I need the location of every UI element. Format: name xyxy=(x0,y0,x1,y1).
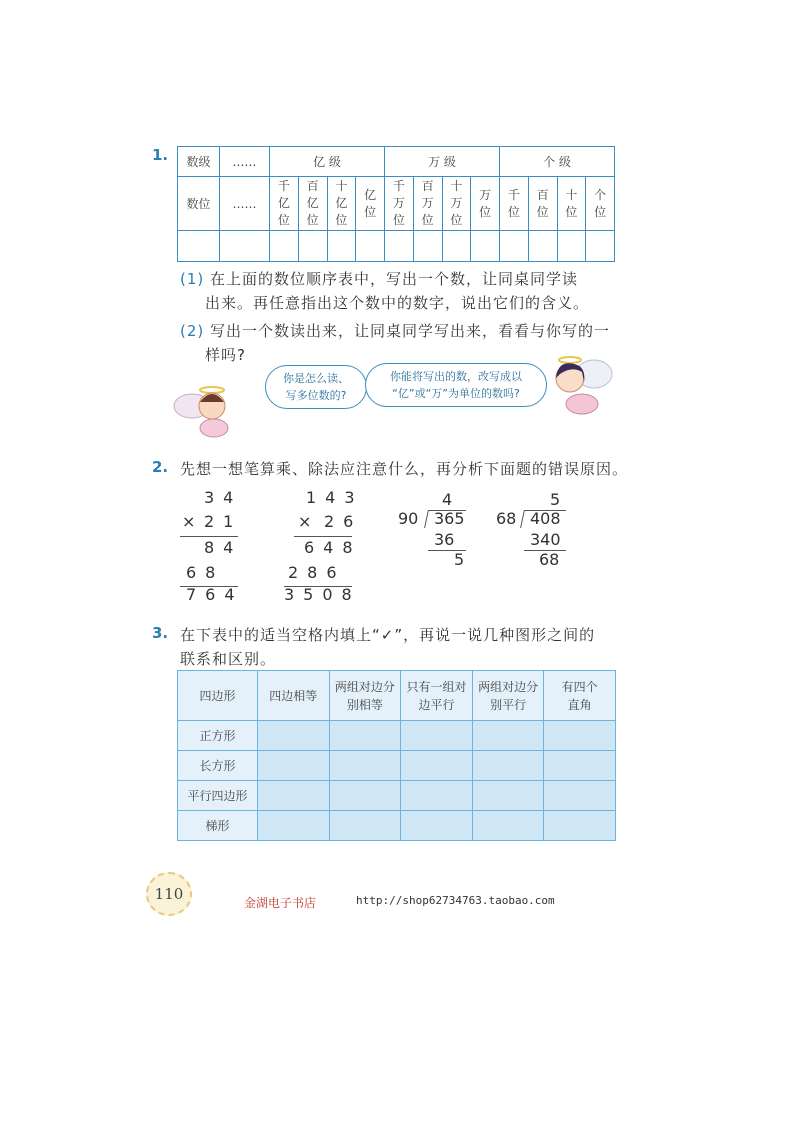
division-2 xyxy=(496,490,576,570)
d2-divisor: 68 xyxy=(496,509,517,528)
shapes-header-equal-sides: 四边相等 xyxy=(258,671,330,721)
shapes-cell[interactable] xyxy=(258,811,330,841)
question-3-number: 3. xyxy=(152,624,169,642)
d1-quotient: 4 xyxy=(442,490,453,509)
d1-remainder: 5 xyxy=(454,550,465,569)
pv-header-yi: 亿 级 xyxy=(270,147,385,177)
shapes-table xyxy=(177,670,616,841)
shapes-header-quadrilateral: 四边形 xyxy=(178,671,258,721)
m2-partial-2: 286 xyxy=(288,563,346,582)
pv-blank[interactable] xyxy=(557,231,586,262)
speech-bubble-right: 你能将写出的数，改写成以 “亿”或“万”为单位的数吗? xyxy=(365,363,547,407)
pv-blank[interactable] xyxy=(586,231,615,262)
angel-boy-illustration xyxy=(172,378,244,438)
pv-blank[interactable] xyxy=(270,231,299,262)
m1-line-1 xyxy=(180,536,238,537)
question-2-text: 先想一想笔算乘、除法应注意什么，再分析下面题的错误原因。 xyxy=(180,460,629,478)
m2-result: 3508 xyxy=(284,585,361,604)
shapes-cell[interactable] xyxy=(401,781,473,811)
m1-result: 764 xyxy=(186,585,244,604)
multiplication-2 xyxy=(284,486,364,606)
pv-blank[interactable] xyxy=(413,231,442,262)
shapes-cell[interactable] xyxy=(258,751,330,781)
shapes-cell[interactable] xyxy=(329,751,401,781)
page-number: 110 xyxy=(146,872,192,916)
shapes-cell[interactable] xyxy=(329,811,401,841)
footer-store: 金湖电子书店 xyxy=(244,896,317,910)
shapes-row-square: 正方形 xyxy=(178,721,258,751)
shapes-cell[interactable] xyxy=(472,781,544,811)
pv-blank[interactable] xyxy=(298,231,327,262)
shapes-row-rectangle: 长方形 xyxy=(178,751,258,781)
pv-place: 个位 xyxy=(586,177,615,231)
shapes-cell[interactable] xyxy=(401,721,473,751)
shapes-cell[interactable] xyxy=(472,811,544,841)
shapes-cell[interactable] xyxy=(401,751,473,781)
speech-bubble-left: 你是怎么读、 写多位数的? xyxy=(265,365,367,409)
pv-place: 千位 xyxy=(500,177,529,231)
pv-blank[interactable] xyxy=(385,231,414,262)
division-1 xyxy=(398,490,478,570)
pv-blank[interactable] xyxy=(528,231,557,262)
m1-b: 21 xyxy=(204,512,243,531)
pv-place: 亿位 xyxy=(356,177,385,231)
shapes-cell[interactable] xyxy=(401,811,473,841)
d2-remainder: 68 xyxy=(539,550,560,569)
shapes-cell[interactable] xyxy=(472,721,544,751)
pv-blank[interactable] xyxy=(178,231,220,262)
pv-place: 十位 xyxy=(557,177,586,231)
pv-blank[interactable] xyxy=(442,231,471,262)
question-2-number: 2. xyxy=(152,458,169,476)
pv-blank[interactable] xyxy=(500,231,529,262)
m2-line-1 xyxy=(294,536,352,537)
shapes-header-opposite-equal: 两组对边分别相等 xyxy=(329,671,401,721)
pv-place: 万位 xyxy=(471,177,500,231)
q1-sub1-label: (1) xyxy=(180,270,205,288)
pv-row-dots: …… xyxy=(220,177,270,231)
pv-place: 十万位 xyxy=(442,177,471,231)
pv-row-label: 数位 xyxy=(178,177,220,231)
pv-header-level: 数级 xyxy=(178,147,220,177)
d2-subtract: 340 xyxy=(530,530,561,549)
shapes-cell[interactable] xyxy=(258,721,330,751)
q1-sub1-line1: (1) 在上面的数位顺序表中，写出一个数，让同桌同学读 xyxy=(180,270,579,288)
m1-operator: × xyxy=(182,512,196,531)
pv-header-wan: 万 级 xyxy=(385,147,500,177)
shapes-cell[interactable] xyxy=(329,721,401,751)
q1-sub2-label: (2) xyxy=(180,322,205,340)
pv-header-ge: 个 级 xyxy=(500,147,615,177)
angel-girl-illustration xyxy=(544,352,616,418)
m2-b: 26 xyxy=(324,512,363,531)
shapes-cell[interactable] xyxy=(544,781,616,811)
pv-blank[interactable] xyxy=(471,231,500,262)
question-3-line2: 联系和区别。 xyxy=(180,650,277,668)
pv-place: 十亿位 xyxy=(327,177,356,231)
shapes-row-trapezoid: 梯形 xyxy=(178,811,258,841)
d1-divisor: 90 xyxy=(398,509,419,528)
m1-partial-2: 68 xyxy=(186,563,225,582)
shapes-header-two-pairs-parallel: 两组对边分别平行 xyxy=(472,671,544,721)
shapes-cell[interactable] xyxy=(544,811,616,841)
pv-place: 百亿位 xyxy=(298,177,327,231)
shapes-cell[interactable] xyxy=(544,751,616,781)
shapes-cell[interactable] xyxy=(258,781,330,811)
m2-operator: × xyxy=(298,512,312,531)
pv-place: 千万位 xyxy=(385,177,414,231)
m1-partial-1: 84 xyxy=(204,538,243,557)
d1-bracket-side xyxy=(424,510,429,528)
place-value-table xyxy=(177,146,615,262)
pv-blank[interactable] xyxy=(356,231,385,262)
pv-place: 百万位 xyxy=(413,177,442,231)
question-1-number: 1. xyxy=(152,146,169,164)
pv-place: 百位 xyxy=(528,177,557,231)
d2-dividend: 408 xyxy=(530,509,561,528)
m1-a: 34 xyxy=(204,488,243,507)
question-3-line1: 在下表中的适当空格内填上“✓”，再说一说几种图形之间的 xyxy=(180,626,596,644)
shapes-cell[interactable] xyxy=(544,721,616,751)
q1-sub2-line2: 样吗? xyxy=(205,346,246,364)
shapes-header-one-pair-parallel: 只有一组对边平行 xyxy=(401,671,473,721)
shapes-row-parallelogram: 平行四边形 xyxy=(178,781,258,811)
footer-url[interactable]: http://shop62734763.taobao.com xyxy=(356,894,555,907)
d1-subtract: 36 xyxy=(434,530,455,549)
d2-quotient: 5 xyxy=(550,490,561,509)
q1-sub2-line1: (2) 写出一个数读出来，让同桌同学写出来，看看与你写的一 xyxy=(180,322,611,340)
shapes-cell[interactable] xyxy=(472,751,544,781)
q1-sub1-line2: 出来。再任意指出这个数中的数字，说出它们的含义。 xyxy=(205,294,590,312)
d1-dividend: 365 xyxy=(434,509,465,528)
shapes-header-four-right-angles: 有四个直角 xyxy=(544,671,616,721)
d2-bracket-side xyxy=(520,510,525,528)
m2-partial-1: 648 xyxy=(304,538,362,557)
pv-blank[interactable] xyxy=(220,231,270,262)
pv-blank[interactable] xyxy=(327,231,356,262)
m2-a: 143 xyxy=(306,488,364,507)
multiplication-1 xyxy=(180,486,244,606)
pv-header-dots: …… xyxy=(220,147,270,177)
shapes-cell[interactable] xyxy=(329,781,401,811)
pv-place: 千亿位 xyxy=(270,177,299,231)
